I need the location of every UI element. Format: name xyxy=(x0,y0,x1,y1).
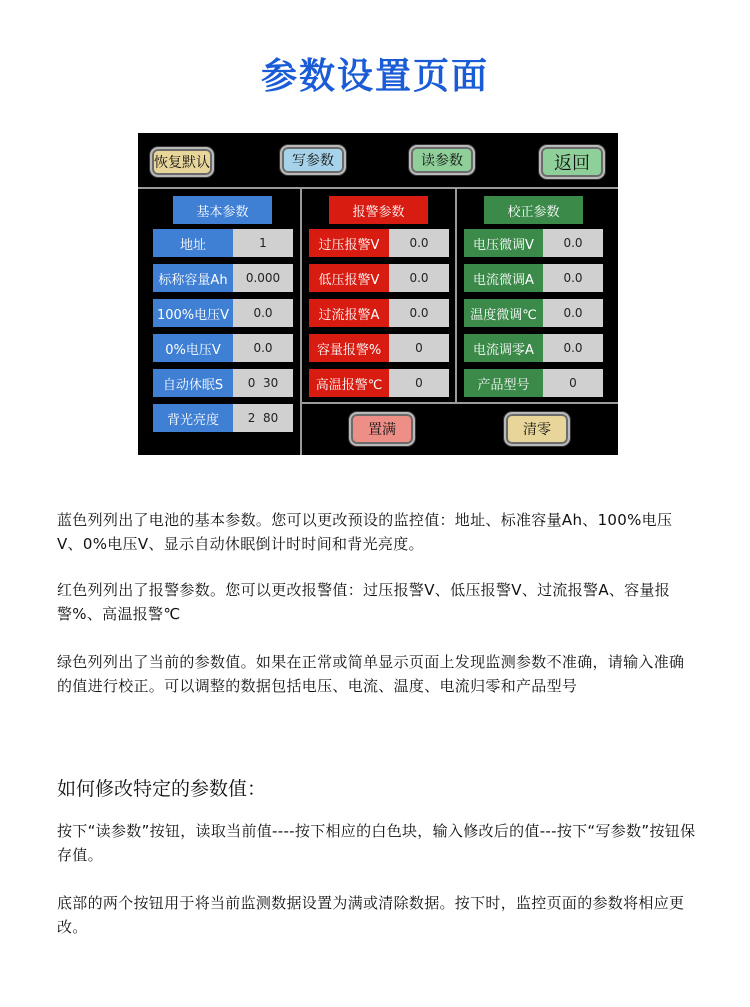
alarm-value-capacity[interactable]: 0 xyxy=(389,334,449,362)
set-full-button[interactable]: 置满 xyxy=(349,412,415,446)
basic-label-capacity: 标称容量Ah xyxy=(153,264,233,292)
page-title: 参数设置页面 xyxy=(260,56,489,97)
calib-label-current-zero: 电流调零A xyxy=(464,334,543,362)
calib-label-model: 产品型号 xyxy=(464,369,543,397)
basic-params-header: 基本参数 xyxy=(173,196,272,224)
basic-value-address[interactable]: 1 xyxy=(233,229,293,257)
section-heading: 如何修改特定的参数值： xyxy=(57,778,267,800)
calib-value-current-zero[interactable]: 0.0 xyxy=(543,334,603,362)
calib-label-current: 电流微调A xyxy=(464,264,543,292)
alarm-value-overcurrent[interactable]: 0.0 xyxy=(389,299,449,327)
basic-label-backlight: 背光亮度 xyxy=(153,404,233,432)
divider-bottom xyxy=(300,402,618,404)
paragraph-bottom-buttons: 底部的两个按钮用于将当前监测数据设置为满或清除数据。按下时，监控页面的参数将相应更改。 xyxy=(57,894,685,936)
calib-value-current[interactable]: 0.0 xyxy=(543,264,603,292)
calib-params-header: 校正参数 xyxy=(484,196,583,224)
calib-value-temperature[interactable]: 0.0 xyxy=(543,299,603,327)
basic-value-auto-sleep[interactable]: 0 30 xyxy=(233,369,293,397)
divider-col1 xyxy=(300,187,302,455)
basic-label-auto-sleep: 自动休眠S xyxy=(153,369,233,397)
divider-col2 xyxy=(455,187,457,403)
basic-label-address: 地址 xyxy=(153,229,233,257)
basic-label-voltage-0: 0%电压V xyxy=(153,334,233,362)
alarm-label-high-temp: 高温报警℃ xyxy=(309,369,389,397)
calib-label-voltage: 电压微调V xyxy=(464,229,543,257)
clear-button[interactable]: 清零 xyxy=(504,412,570,446)
basic-value-capacity[interactable]: 0.000 xyxy=(233,264,293,292)
paragraph-alarm: 红色列列出了报警参数。您可以更改报警值：过压报警V、低压报警V、过流报警A、容量报警%、高温报警℃ xyxy=(57,581,671,623)
basic-value-voltage-0[interactable]: 0.0 xyxy=(233,334,293,362)
write-params-button[interactable]: 写参数 xyxy=(280,145,346,175)
alarm-label-overvoltage: 过压报警V xyxy=(309,229,389,257)
parameter-panel xyxy=(138,133,618,455)
read-params-button[interactable]: 读参数 xyxy=(409,145,475,175)
calib-label-temperature: 温度微调℃ xyxy=(464,299,543,327)
alarm-label-overcurrent: 过流报警A xyxy=(309,299,389,327)
basic-value-voltage-100[interactable]: 0.0 xyxy=(233,299,293,327)
paragraph-basic: 蓝色列列出了电池的基本参数。您可以更改预设的监控值：地址、标准容量Ah、100%电压V、0%电压V、显示自动休眠倒计时时间和背光亮度。 xyxy=(57,511,673,553)
back-button[interactable]: 返回 xyxy=(539,145,605,179)
alarm-value-overvoltage[interactable]: 0.0 xyxy=(389,229,449,257)
calib-value-voltage[interactable]: 0.0 xyxy=(543,229,603,257)
calib-value-model[interactable]: 0 xyxy=(543,369,603,397)
divider-top xyxy=(138,187,618,189)
alarm-label-undervoltage: 低压报警V xyxy=(309,264,389,292)
basic-label-voltage-100: 100%电压V xyxy=(153,299,233,327)
basic-value-backlight[interactable]: 2 80 xyxy=(233,404,293,432)
alarm-label-capacity: 容量报警% xyxy=(309,334,389,362)
paragraph-calib: 绿色列列出了当前的参数值。如果在正常或简单显示页面上发现监测参数不准确，请输入准确的值进行校正。可以调整的数据包括电压、电流、温度、电流归零和产品型号 xyxy=(57,653,685,695)
alarm-value-undervoltage[interactable]: 0.0 xyxy=(389,264,449,292)
alarm-params-header: 报警参数 xyxy=(329,196,428,224)
paragraph-howto: 按下“读参数”按钮，读取当前值----按下相应的白色块，输入修改后的值---按下“写参数”按钮保存值。 xyxy=(57,822,696,864)
alarm-value-high-temp[interactable]: 0 xyxy=(389,369,449,397)
restore-default-button[interactable]: 恢复默认 xyxy=(150,147,214,177)
